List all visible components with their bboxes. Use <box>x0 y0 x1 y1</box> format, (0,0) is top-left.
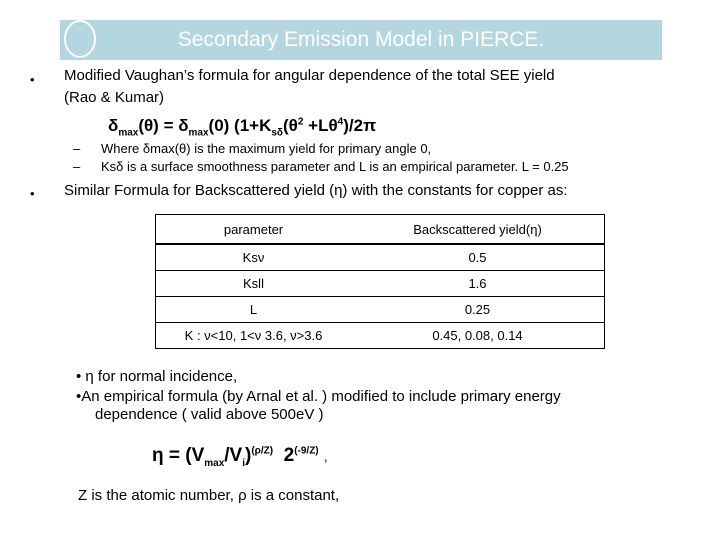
subpoint-1: Where δmax(θ) is the maximum yield for primary angle 0, <box>101 141 432 156</box>
note-bullet-2-line2: dependence ( valid above 500eV ) <box>95 406 324 423</box>
bullet1-line1: Modified Vaughan’s formula for angular dependence of the total SEE yield <box>64 67 555 84</box>
title-bar <box>60 20 662 60</box>
table-header-cell: Backscattered yield(η) <box>351 215 605 245</box>
table-cell: 0.45, 0.08, 0.14 <box>351 323 605 349</box>
bullet-marker-2: • <box>30 186 35 201</box>
table-cell: L <box>156 297 352 323</box>
slide-title: Secondary Emission Model in PIERCE. <box>177 28 545 51</box>
table-cell: K : ν<10, 1<ν 3.6, ν>3.6 <box>156 323 352 349</box>
title-oval-decoration <box>64 20 96 58</box>
vaughan-formula: $\delta_{max}(\theta) = \delta_{max}(0)$ ($1+K_{s\delta}(\theta^2 +L\theta^4)/2\pi$ <box>108 116 377 139</box>
dash-marker-1: – <box>73 141 81 156</box>
dash-marker-2: – <box>73 159 81 174</box>
table-cell: 1.6 <box>351 271 605 297</box>
note-bullet-2-line1: •An empirical formula (by Arnal et al. ) modified to include primary energy <box>76 388 561 405</box>
note-bullet-1: • η for normal incidence, <box>76 368 238 385</box>
bullet2-text: Similar Formula for Backscattered yield (η) with the constants for copper as: <box>64 182 568 199</box>
table-cell: 0.25 <box>351 297 605 323</box>
table-row <box>156 297 605 323</box>
table-row <box>156 323 605 349</box>
table-header-cell: parameter <box>156 215 352 245</box>
table-header-row <box>156 215 605 245</box>
table-cell: 0.5 <box>351 244 605 271</box>
bullet1-line2: (Rao & Kumar) <box>64 89 165 106</box>
table-cell: Ksll <box>156 271 352 297</box>
backscatter-formula: $\eta = (V_{max}/V_i)^{(\rho/Z)}$ $2^{(-9/Z)}$ , <box>152 445 328 469</box>
copper-constants-table <box>155 214 605 349</box>
table-row <box>156 271 605 297</box>
subpoint-2: Ksδ is a surface smoothness parameter and L is an empirical parameter. L = 0.25 <box>101 159 569 174</box>
table-row <box>156 244 605 271</box>
bullet-marker-1: • <box>30 72 35 87</box>
footer-note: Z is the atomic number, ρ is a constant, <box>78 487 340 504</box>
table-cell: Ksν <box>156 244 352 271</box>
